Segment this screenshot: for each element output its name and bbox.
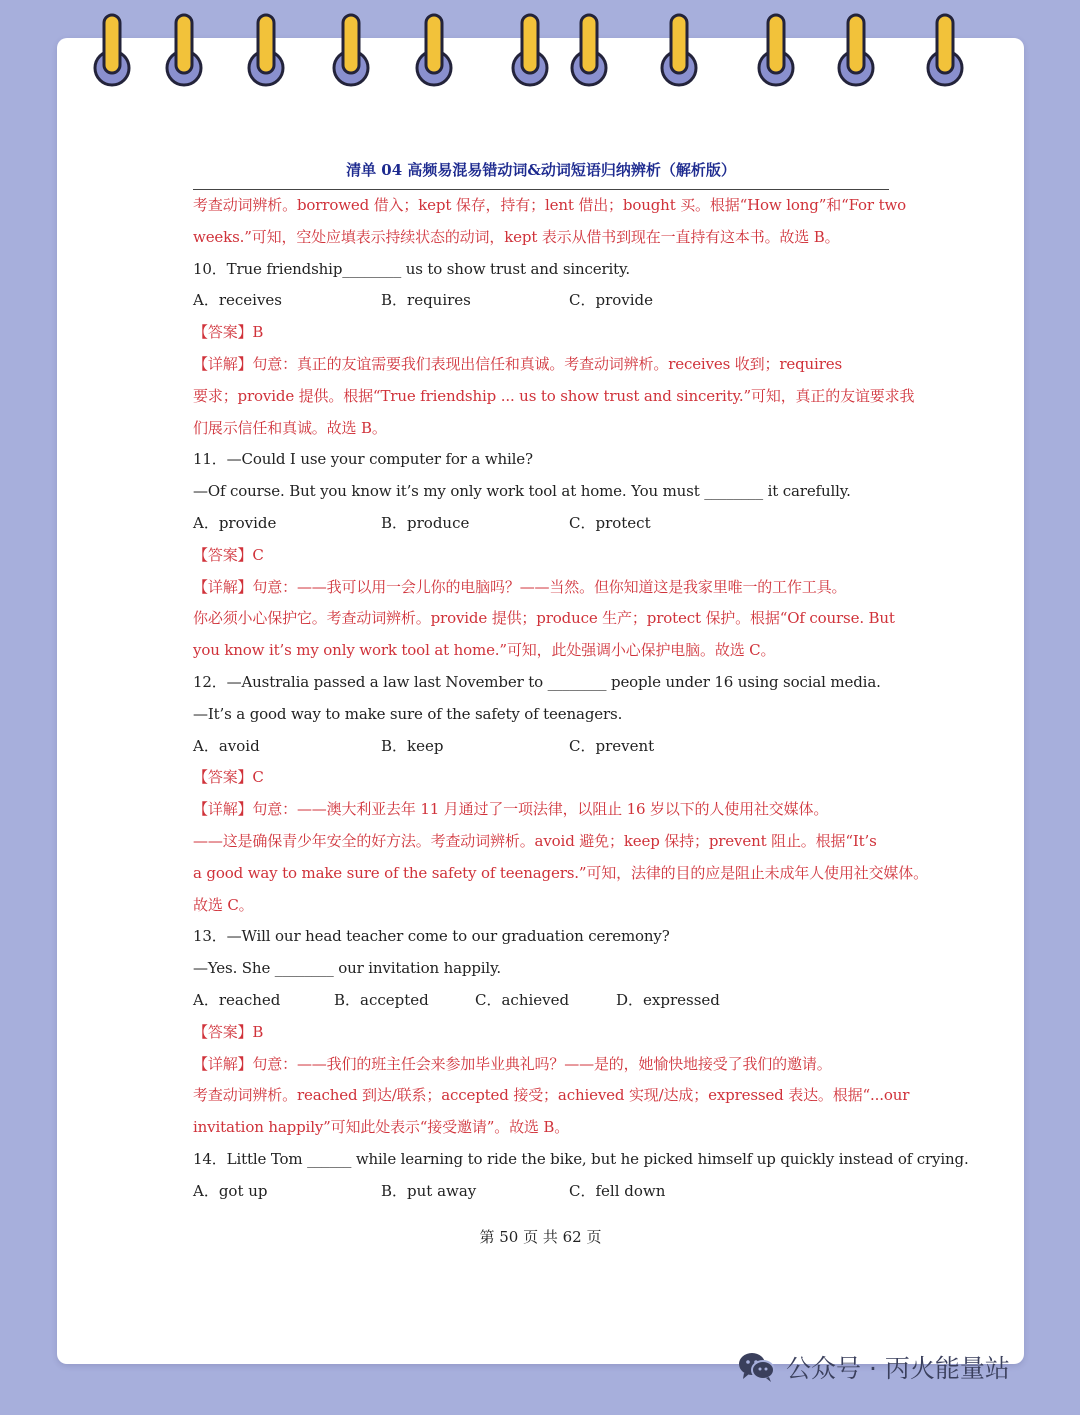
option-d: D．expressed [616, 990, 720, 1009]
explanation-line: ——这是确保青少年安全的好方法。考查动词辨析。avoid 避免；keep 保持；prevent 阻止。根据“It’s [193, 831, 877, 850]
content-lines [193, 190, 969, 1208]
explanation-line: 【详解】句意：真正的友谊需要我们表现出信任和真诚。考查动词辨析。receives 收到；requires [193, 354, 842, 373]
options-row [193, 985, 889, 1017]
option-a: A．avoid [193, 736, 260, 755]
explanation-line: 考查动词辨析。reached 到达/联系；accepted 接受；achieved 实现/达成；expressed 表达。根据“...our [193, 1086, 910, 1105]
explanation-line: 要求；provide 提供。根据“True friendship ... us to show trust and sincerity.”可知，真正的友谊要求我 [193, 386, 915, 405]
option-b: B．produce [381, 513, 470, 532]
explanation-line: 们展示信任和真诚。故选 B。 [193, 418, 387, 437]
binder-ring-2 [164, 12, 204, 88]
watermark-text: 公众号 · 丙火能量站 [786, 1354, 1010, 1383]
options-row [193, 1176, 889, 1208]
explanation-line: 【答案】C [193, 545, 264, 564]
explanation-line: 【详解】句意：——我可以用一会儿你的电脑吗？——当然。但你知道这是我家里唯一的工作工具。 [193, 577, 847, 596]
option-a: A．reached [193, 990, 281, 1009]
option-c: C．fell down [569, 1181, 666, 1200]
binder-ring-8 [659, 12, 699, 88]
explanation-line: 故选 C。 [193, 895, 254, 914]
option-a: A．got up [193, 1181, 268, 1200]
question-line: 10．True friendship________ us to show trust and sincerity. [193, 259, 631, 278]
watermark [738, 1346, 1010, 1388]
option-c: C．protect [569, 513, 651, 532]
option-b: B．requires [381, 291, 471, 310]
page-footer: 第 50 页 共 62 页 [479, 1228, 602, 1246]
options-row [193, 285, 889, 317]
question-line: 12．—Australia passed a law last November to ________ people under 16 using social media. [193, 672, 881, 691]
explanation-line: you know it’s my only work tool at home.”可知，此处强调小心保护电脑。故选 C。 [193, 641, 776, 660]
explanation-line: 【答案】C [193, 768, 264, 787]
question-line: —It’s a good way to make sure of the safety of teenagers. [193, 704, 623, 723]
explanation-line: weeks.”可知，空处应填表示持续状态的动词，kept 表示从借书到现在一直持有这本书。故选 B。 [193, 227, 840, 246]
option-b: B．keep [381, 736, 444, 755]
binder-ring-9 [756, 12, 796, 88]
explanation-line: a good way to make sure of the safety of teenagers.”可知，法律的目的应是阻止未成年人使用社交媒体。 [193, 863, 928, 882]
explanation-line: 你必须小心保护它。考查动词辨析。provide 提供；produce 生产；protect 保护。根据“Of course. But [193, 609, 895, 628]
binder-ring-3 [246, 12, 286, 88]
explanation-line: 【答案】B [193, 1022, 264, 1041]
explanation-line: invitation happily”可知此处表示“接受邀请”。故选 B。 [193, 1118, 570, 1137]
option-b: B．accepted [334, 990, 429, 1009]
question-line: —Of course. But you know it’s my only work tool at home. You must ________ it carefully. [193, 482, 851, 501]
binder-ring-7 [569, 12, 609, 88]
binder-ring-11 [925, 12, 965, 88]
question-line: —Yes. She ________ our invitation happily. [193, 959, 502, 978]
options-row [193, 731, 889, 763]
question-line: 14．Little Tom ______ while learning to ride the bike, but he picked himself up quickly instead of crying. [193, 1149, 969, 1168]
explanation-line: 【详解】句意：——澳大利亚去年 11 月通过了一项法律，以阻止 16 岁以下的人使用社交媒体。 [193, 800, 829, 819]
wechat-icon [738, 1351, 776, 1383]
option-c: C．achieved [475, 990, 570, 1009]
binder-ring-1 [92, 12, 132, 88]
document-body [193, 158, 969, 1208]
binder-ring-4 [331, 12, 371, 88]
explanation-line: 考查动词辨析。borrowed 借入；kept 保存，持有；lent 借出；bought 买。根据“How long”和“For two [193, 196, 907, 214]
question-line: 11．—Could I use your computer for a while? [193, 450, 533, 469]
option-c: C．prevent [569, 736, 655, 755]
option-b: B．put away [381, 1181, 477, 1200]
explanation-line: 【详解】句意：——我们的班主任会来参加毕业典礼吗？——是的，她愉快地接受了我们的邀请。 [193, 1054, 832, 1073]
explanation-line: 【答案】B [193, 323, 264, 342]
binder-ring-5 [414, 12, 454, 88]
option-c: C．provide [569, 291, 654, 310]
binder-ring-10 [836, 12, 876, 88]
binder-ring-6 [510, 12, 550, 88]
options-row [193, 508, 889, 540]
option-a: A．receives [193, 291, 283, 310]
page-title: 清单 04 高频易混易错动词&动词短语归纳辨析（解析版） [346, 161, 736, 179]
option-a: A．provide [193, 513, 277, 532]
question-line: 13．—Will our head teacher come to our graduation ceremony? [193, 927, 670, 946]
